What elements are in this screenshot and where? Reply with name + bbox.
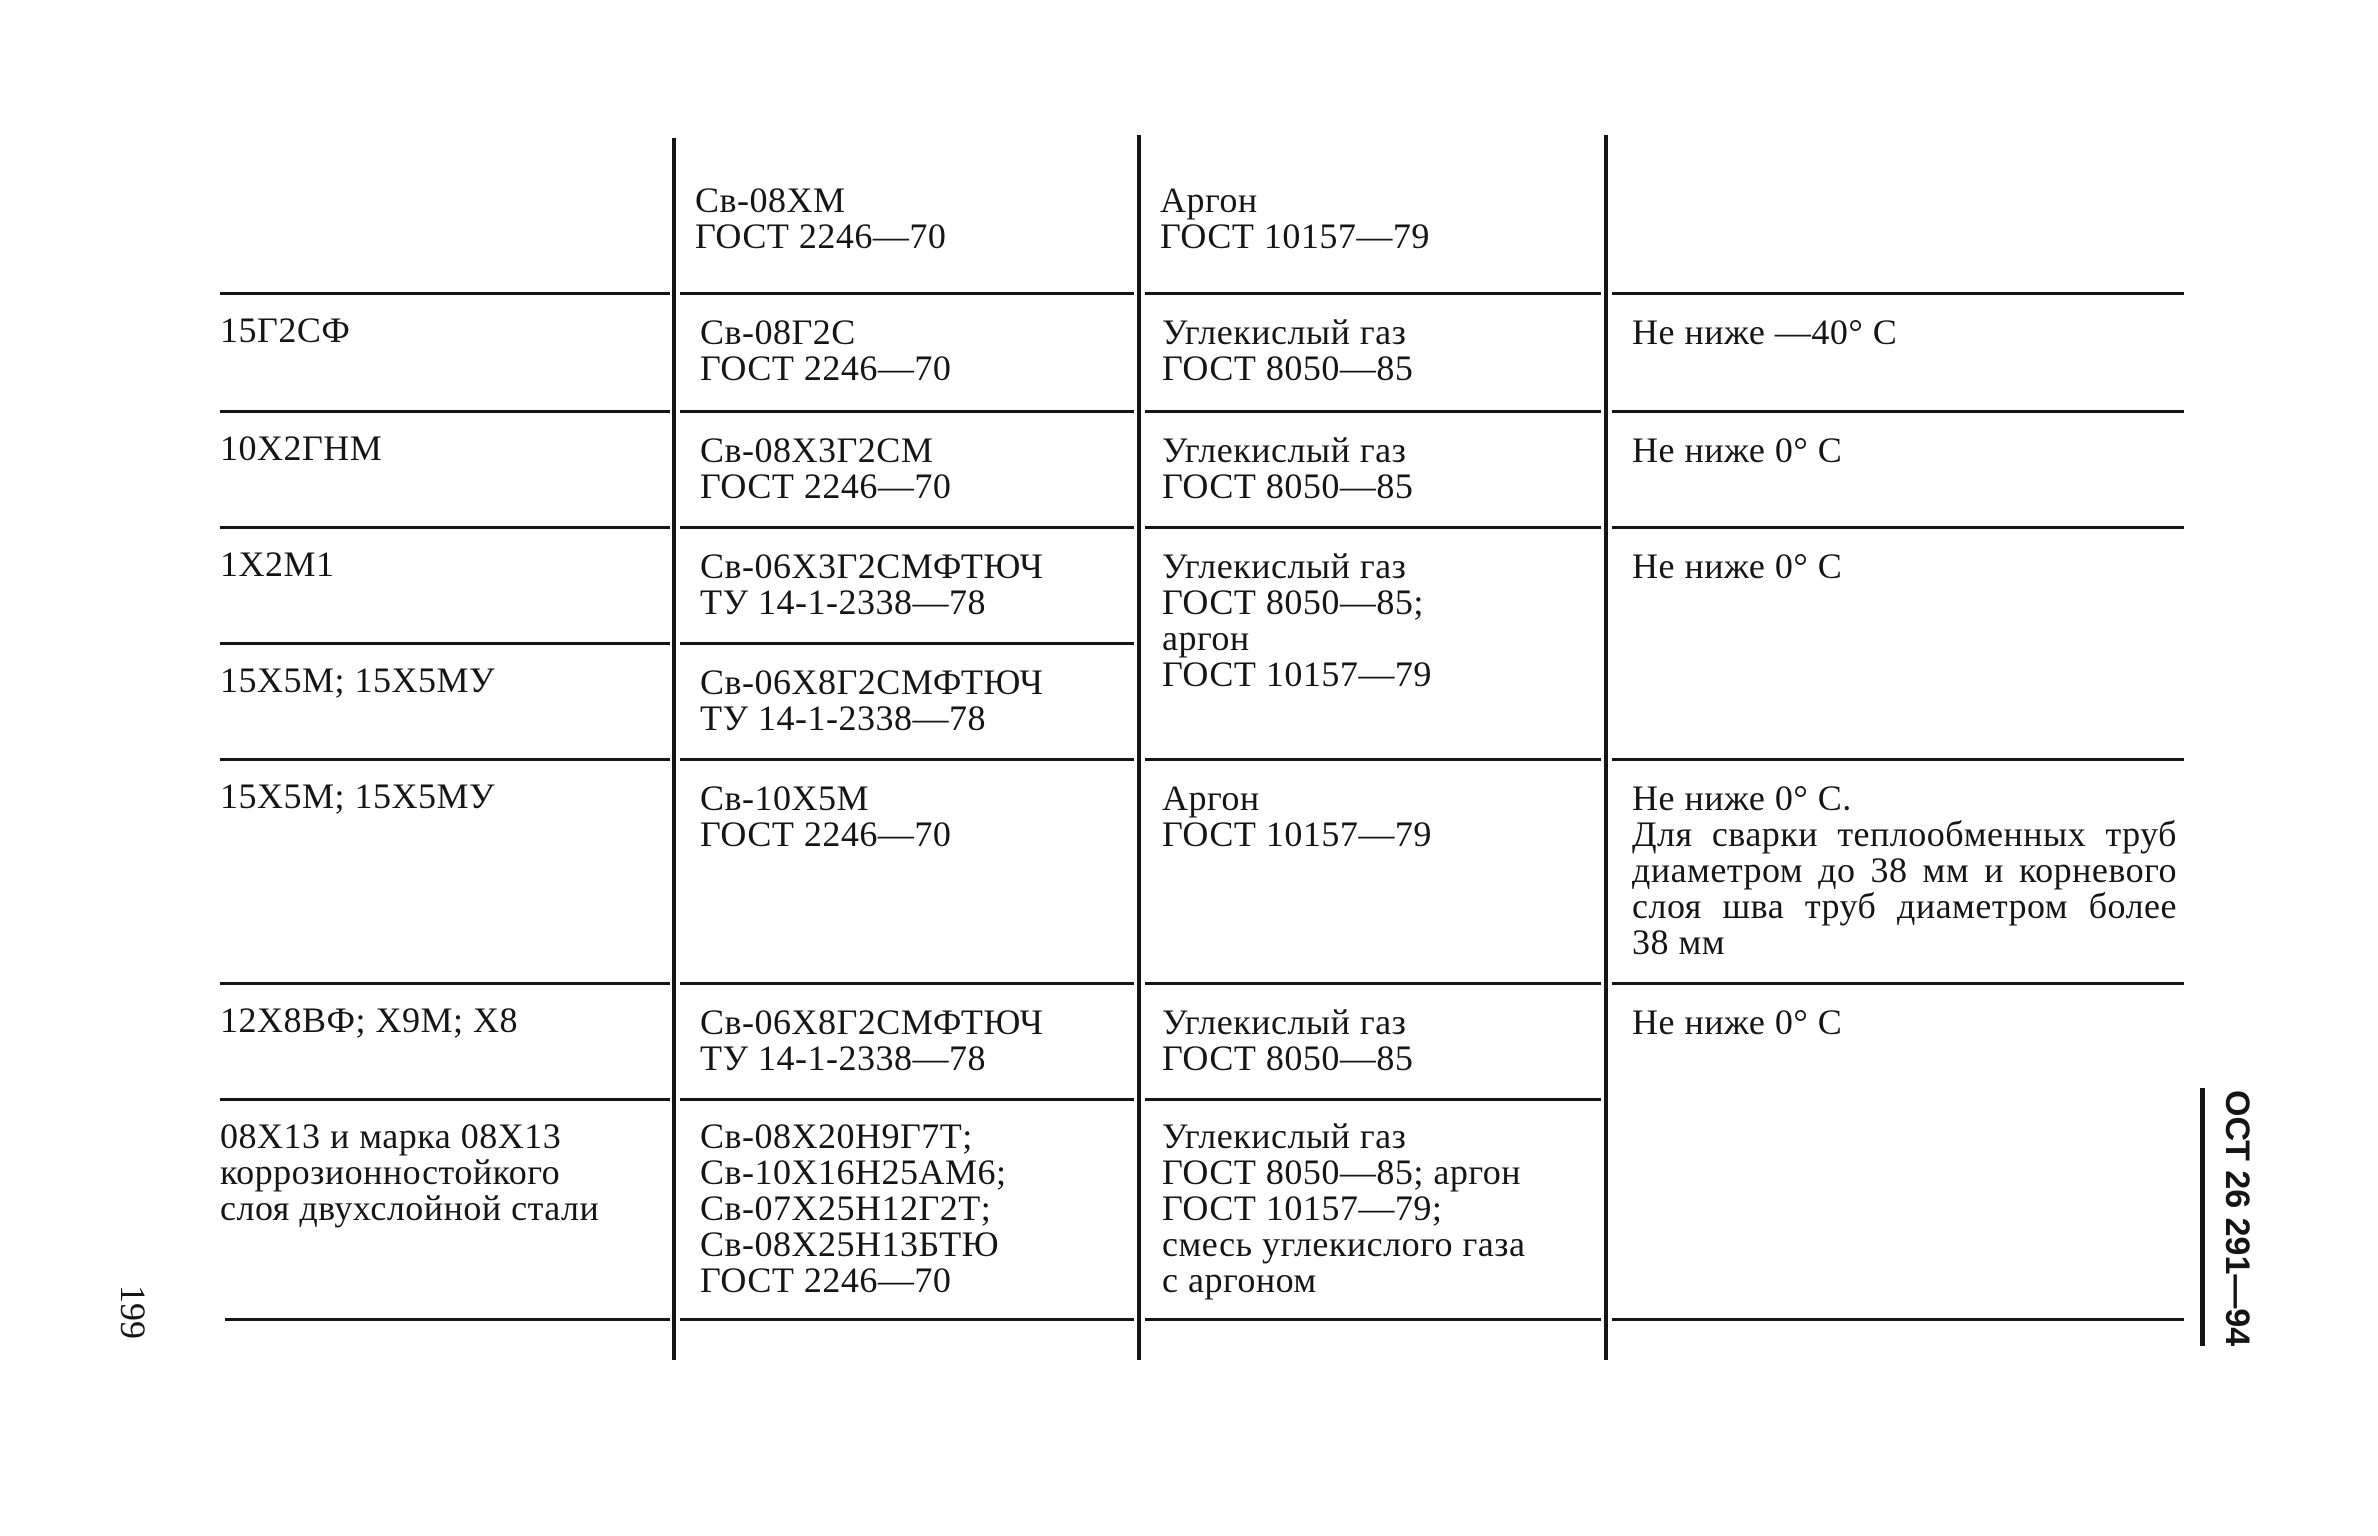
table-cell-gas: Углекислый газ ГОСТ 8050—85 (1162, 1002, 1414, 1078)
row-divider (1145, 526, 1601, 529)
table-cell-gas: Аргон ГОСТ 10157—79 (1160, 180, 1430, 256)
table-cell-wire: Св-06Х8Г2СМФТЮЧ ТУ 14-1-2338—78 (700, 662, 1044, 738)
row-divider (1145, 758, 1601, 761)
row-divider (220, 982, 670, 985)
row-divider (1612, 410, 2184, 413)
table-cell-steel: 12Х8ВФ; Х9М; Х8 (220, 1000, 518, 1040)
table-cell-gas: Углекислый газ ГОСТ 8050—85; аргон ГОСТ 10157—79 (1162, 546, 1432, 694)
row-divider (680, 292, 1134, 295)
table-cell-steel: 15Х5М; 15Х5МУ (220, 776, 496, 816)
table-cell-steel: 15Г2СФ (220, 310, 351, 350)
document-code-rule (2200, 1088, 2205, 1346)
row-divider (1612, 526, 2184, 529)
table-cell-temp: Не ниже 0° С (1632, 1002, 1843, 1042)
table-cell-gas: Углекислый газ ГОСТ 8050—85 (1162, 430, 1414, 506)
table-cell-temp: Не ниже 0° С (1632, 546, 1843, 586)
table-cell-steel: 15Х5М; 15Х5МУ (220, 660, 496, 700)
table-bottom-line (1612, 1318, 2184, 1321)
table-bottom-line (680, 1318, 1134, 1321)
row-divider (220, 292, 670, 295)
row-divider (220, 642, 670, 645)
table-cell-wire: Св-08ХМ ГОСТ 2246—70 (695, 180, 947, 256)
table-cell-temp: Не ниже 0° С (1632, 430, 1843, 470)
table-cell-temp: Не ниже —40° С (1632, 312, 1898, 352)
row-divider (1145, 982, 1601, 985)
table-cell-wire: Св-06Х3Г2СМФТЮЧ ТУ 14-1-2338—78 (700, 546, 1044, 622)
row-divider (680, 982, 1134, 985)
row-divider (1612, 982, 2184, 985)
row-divider (220, 758, 670, 761)
table-cell-steel: 08Х13 и марка 08Х13 коррозионностойкого слоя двухслойной стали (220, 1116, 600, 1228)
table-cell-steel: 1Х2М1 (220, 544, 335, 584)
row-divider (680, 642, 1134, 645)
row-divider (220, 1098, 670, 1101)
row-divider (680, 758, 1134, 761)
table-cell-steel: 10Х2ГНМ (220, 428, 383, 468)
row-divider (1612, 292, 2184, 295)
row-divider (220, 526, 670, 529)
table-cell-wire: Св-10Х5М ГОСТ 2246—70 (700, 778, 952, 854)
table-cell-temp: Не ниже 0° С. Для сварки теплообменных труб диаметром до 38 мм и корневого слоя шва труб диаметром более 38 мм (1632, 778, 2177, 962)
table-cell-wire: Св-06Х8Г2СМФТЮЧ ТУ 14-1-2338—78 (700, 1002, 1044, 1078)
row-divider (1612, 758, 2184, 761)
table-cell-gas: Аргон ГОСТ 10157—79 (1162, 778, 1432, 854)
table-cell-wire: Св-08Х3Г2СМ ГОСТ 2246—70 (700, 430, 952, 506)
column-divider (1604, 135, 1608, 1360)
column-divider (1137, 135, 1141, 1360)
table-cell-gas: Углекислый газ ГОСТ 8050—85; аргон ГОСТ 10157—79; смесь углекислого газа с аргоном (1162, 1116, 1526, 1300)
row-divider (1145, 292, 1601, 295)
table-bottom-line (225, 1318, 670, 1321)
table-cell-wire: Св-08Г2С ГОСТ 2246—70 (700, 312, 952, 388)
table-cell-gas: Углекислый газ ГОСТ 8050—85 (1162, 312, 1414, 388)
table-cell-wire: Св-08Х20Н9Г7Т; Св-10Х16Н25АМ6; Св-07Х25Н12Г2Т; Св-08Х25Н13БТЮ ГОСТ 2246—70 (700, 1116, 1007, 1300)
page-number: 199 (113, 1285, 153, 1339)
row-divider (680, 526, 1134, 529)
row-divider (680, 1098, 1134, 1101)
row-divider (1145, 1098, 1601, 1101)
table-bottom-line (1145, 1318, 1601, 1321)
document-code: ОСТ 26 291—94 (2218, 1090, 2256, 1347)
column-divider (672, 138, 676, 1360)
row-divider (1145, 410, 1601, 413)
row-divider (220, 410, 670, 413)
row-divider (680, 410, 1134, 413)
